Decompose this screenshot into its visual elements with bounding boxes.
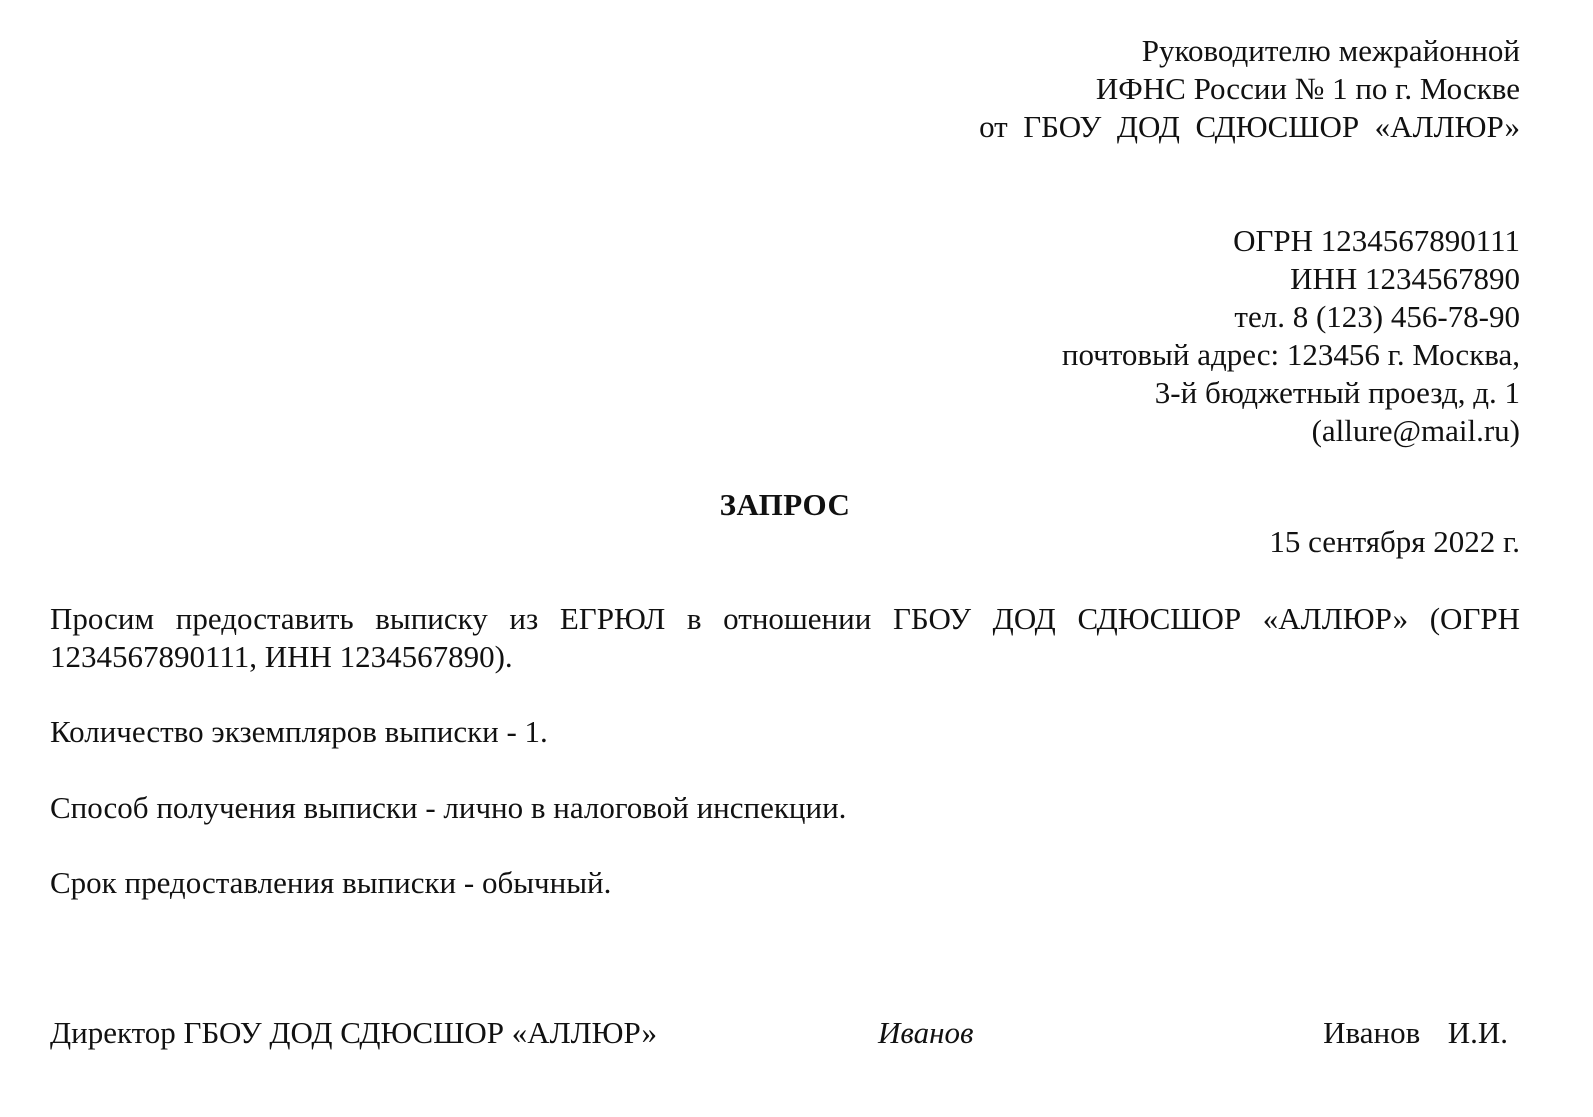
sender-ogrn: ОГРН 1234567890111 bbox=[1233, 223, 1520, 258]
addressee-line-2: ИФНС России № 1 по г. Москве bbox=[1095, 71, 1520, 106]
document-title: ЗАПРОС bbox=[719, 487, 851, 522]
sender-inn: ИНН 1234567890 bbox=[1290, 261, 1520, 296]
signatory-position: Директор ГБОУ ДОД СДЮСШОР «АЛЛЮР» bbox=[50, 1015, 658, 1050]
signature: Иванов bbox=[878, 1015, 974, 1050]
sender-phone: тел. 8 (123) 456-78-90 bbox=[1234, 299, 1520, 334]
sender-address-line-1: почтовый адрес: 123456 г. Москва, bbox=[1061, 337, 1520, 372]
sender-email: (allure@mail.ru) bbox=[1311, 413, 1520, 448]
addressee-block bbox=[979, 32, 1520, 146]
addressee-line-1: Руководителю межрайонной bbox=[1141, 33, 1520, 68]
addressee-line-3: от ГБОУ ДОД СДЮСШОР «АЛЛЮР» bbox=[979, 109, 1520, 144]
body-paragraph-term: Срок предоставления выписки - обычный. bbox=[50, 865, 612, 900]
signatory-name: Иванов И.И. bbox=[1323, 1015, 1508, 1050]
body-paragraph-request: Просим предоставить выписку из ЕГРЮЛ в отношении ГБОУ ДОД СДЮСШОР «АЛЛЮР» (ОГРН 1234567890111, ИНН 1234567890). bbox=[50, 601, 1520, 674]
sender-address-line-2: 3-й бюджетный проезд, д. 1 bbox=[1154, 375, 1520, 410]
document-date: 15 сентября 2022 г. bbox=[1269, 524, 1520, 559]
body-paragraph-copies: Количество экземпляров выписки - 1. bbox=[50, 714, 548, 749]
body-paragraph-delivery-method: Способ получения выписки - лично в налоговой инспекции. bbox=[50, 790, 847, 825]
signature-row bbox=[50, 1014, 1508, 1054]
sender-details-block bbox=[1062, 222, 1520, 450]
